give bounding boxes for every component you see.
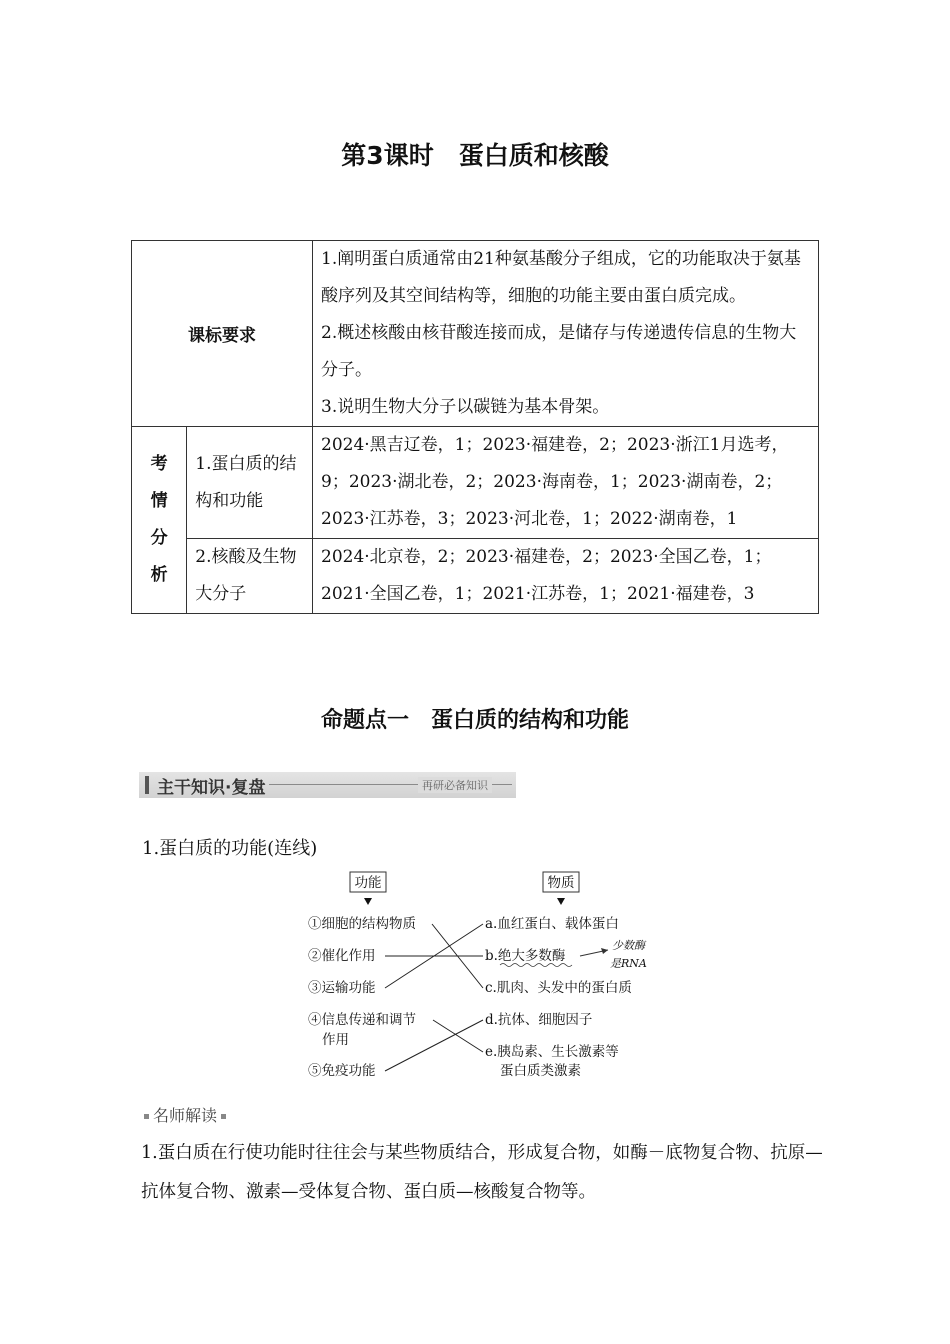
banner-bar <box>145 776 149 794</box>
left-item: ②催化作用 <box>308 948 376 964</box>
right-item: a.血红蛋白、载体蛋白 <box>485 916 619 932</box>
banner-title: 主干知识·复盘 <box>157 778 266 798</box>
left-header: 功能 <box>354 875 382 891</box>
curriculum-table <box>131 240 819 614</box>
arrow-down-icon <box>364 898 372 905</box>
handwritten-note: 是RNA <box>610 957 647 970</box>
analysis-topic: 2.核酸及生物大分子 <box>187 539 313 614</box>
analysis-row <box>132 427 819 539</box>
matching-diagram <box>290 868 690 1083</box>
connection-lines <box>385 924 483 1071</box>
square-icon <box>221 1114 226 1119</box>
requirements-row <box>132 241 819 427</box>
left-item: ①细胞的结构物质 <box>308 916 416 932</box>
right-item: e.胰岛素、生长激素等 <box>485 1044 619 1060</box>
page-title: 第3课时 蛋白质和核酸 <box>341 141 609 170</box>
requirement-item: 2.概述核酸由核苷酸连接而成，是储存与传递遗传信息的生物大分子。 <box>321 323 797 380</box>
arrow-right-icon <box>601 948 608 954</box>
left-item: ④信息传递和调节 <box>308 1012 416 1028</box>
requirement-item: 1.阐明蛋白质通常由21种氨基酸分子组成，它的功能取决于氨基酸序列及其空间结构等，细胞的功能主要由蛋白质完成。 <box>321 249 801 306</box>
requirements-cell <box>313 241 819 427</box>
section-subtitle: 命题点一 蛋白质的结构和功能 <box>320 708 629 733</box>
teacher-note-label: 名师解读 <box>140 1103 230 1126</box>
square-icon <box>144 1114 149 1119</box>
requirement-item: 3.说明生物大分子以碳链为基本骨架。 <box>321 397 610 417</box>
analysis-exams: 2024·北京卷，2；2023·福建卷，2；2023·全国乙卷，1；2021·全国乙卷，1；2021·江苏卷，1；2021·福建卷，3 <box>313 539 819 614</box>
analysis-topic: 1.蛋白质的结构和功能 <box>187 427 313 539</box>
left-item: ③运输功能 <box>308 980 376 996</box>
section-heading: 1.蛋白质的功能(连线) <box>142 838 318 859</box>
requirements-header: 课标要求 <box>132 241 313 427</box>
banner-subtitle: 再研必备知识 <box>418 777 492 793</box>
paragraph: 1.蛋白质在行使功能时往往会与某些物质结合，形成复合物，如酶－底物复合物、抗原—抗体复合物、激素—受体复合物、蛋白质—核酸复合物等。 <box>141 1143 823 1202</box>
left-item: ⑤免疫功能 <box>308 1063 376 1079</box>
arrow-down-icon <box>557 898 565 905</box>
right-item: b.绝大多数酶 <box>485 948 566 964</box>
right-item: c.肌肉、头发中的蛋白质 <box>485 980 632 996</box>
analysis-header: 考 情 分 析 <box>132 427 187 614</box>
right-header: 物质 <box>547 875 575 891</box>
analysis-exams: 2024·黑吉辽卷，1；2023·福建卷，2；2023·浙江1月选考，9；2023·湖北卷，2；2023·海南卷，1；2023·湖南卷，2；2023·江苏卷，3；2023·河北卷，1；2022·湖南卷，1 <box>313 427 819 539</box>
handwritten-note: 少数酶 <box>612 939 645 952</box>
right-item: 蛋白质类激素 <box>500 1063 581 1079</box>
section-banner <box>139 772 516 798</box>
left-item: 作用 <box>322 1032 349 1048</box>
analysis-row <box>132 539 819 614</box>
right-item: d.抗体、细胞因子 <box>485 1012 593 1028</box>
